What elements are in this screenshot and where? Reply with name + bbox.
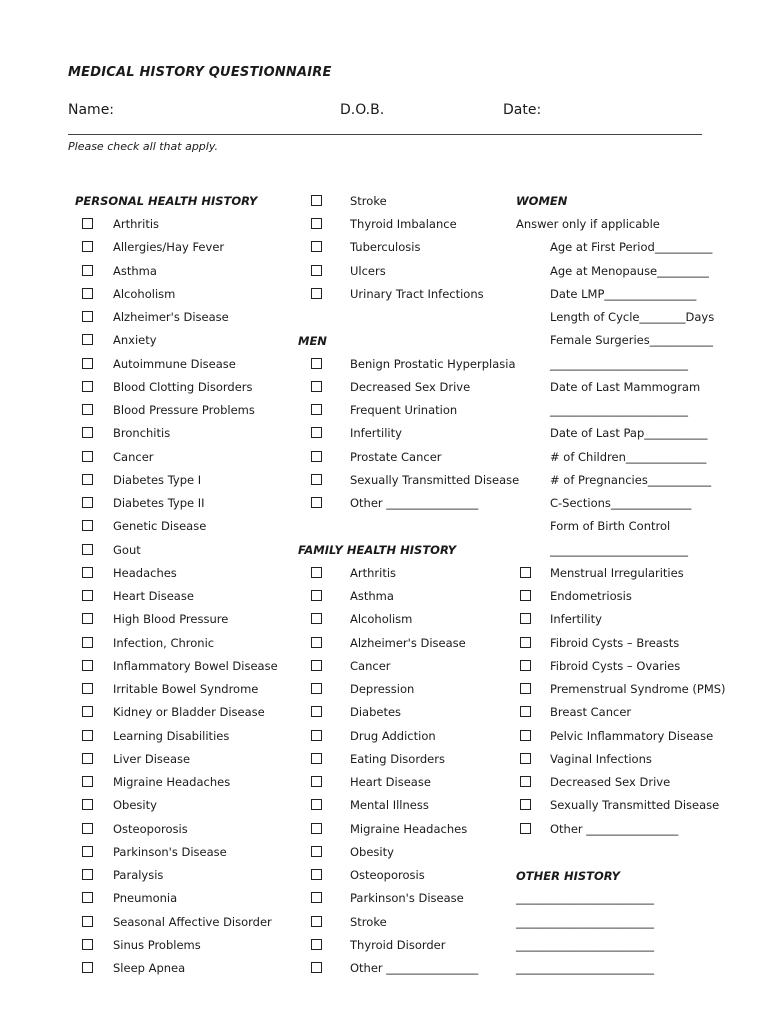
personal-item-checkbox[interactable] [82, 334, 93, 345]
personal-item-checkbox[interactable] [82, 451, 93, 462]
personal-item-label: Tuberculosis [350, 240, 421, 255]
women-item-label: Vaginal Infections [550, 751, 652, 766]
personal-item-label: Heart Disease [113, 589, 194, 603]
personal-item-label: Thyroid Imbalance [350, 217, 457, 231]
personal-item-label: Kidney or Bladder Disease [113, 705, 265, 720]
family-item-checkbox[interactable] [311, 567, 322, 578]
form-title: MEDICAL HISTORY QUESTIONNAIRE [68, 65, 332, 80]
personal-item-checkbox[interactable] [82, 799, 93, 810]
men-item-checkbox[interactable] [311, 451, 322, 462]
personal-item-label: Irritable Bowel Syndrome [113, 682, 259, 696]
personal-history-heading: PERSONAL HEALTH HISTORY [75, 194, 258, 208]
women-item-label: Sexually Transmitted Disease [550, 798, 720, 813]
personal-item-label: Parkinson's Disease [113, 844, 227, 859]
personal-item-label: Pneumonia [113, 891, 178, 906]
women-field[interactable]: Age at First Period__________ [550, 240, 713, 255]
personal-item-label: Infection, Chronic [113, 635, 215, 650]
family-item-label: Osteoporosis [350, 868, 425, 882]
women-field[interactable]: ________________________ [550, 403, 688, 417]
personal-item-label: Diabetes Type I [113, 472, 202, 487]
other-history-line[interactable]: ________________________ [516, 891, 654, 906]
women-item-label: Endometriosis [550, 589, 632, 603]
personal-item-checkbox[interactable] [82, 288, 93, 299]
name-label: Name: [68, 102, 115, 118]
women-item-checkbox[interactable] [520, 613, 531, 624]
personal-item-checkbox[interactable] [82, 846, 93, 857]
personal-item-checkbox[interactable] [311, 288, 322, 299]
men-item-label: Frequent Urination [350, 403, 458, 417]
women-item-checkbox[interactable] [520, 706, 531, 717]
instruction-text: Please check all that apply. [68, 140, 218, 153]
personal-item-label: Sleep Apnea [113, 961, 186, 975]
family-item-checkbox[interactable] [311, 637, 322, 648]
women-field[interactable]: ________________________ [550, 542, 688, 557]
men-item-checkbox[interactable] [311, 404, 322, 415]
women-item-checkbox[interactable] [520, 753, 531, 764]
women-item-label: Menstrual Irregularities [550, 565, 684, 580]
personal-item-checkbox[interactable] [82, 427, 93, 438]
personal-item-checkbox[interactable] [82, 265, 93, 276]
women-item-checkbox[interactable] [520, 730, 531, 741]
family-item-checkbox[interactable] [311, 590, 322, 601]
women-field[interactable]: Female Surgeries___________ [550, 333, 713, 348]
family-item-label: Cancer [350, 658, 391, 673]
family-item-label: Stroke [350, 914, 387, 929]
family-item-checkbox[interactable] [311, 799, 322, 810]
women-item-checkbox[interactable] [520, 799, 531, 810]
women-field[interactable]: Date LMP________________ [550, 286, 697, 301]
personal-item-checkbox[interactable] [82, 497, 93, 508]
men-item-checkbox[interactable] [311, 427, 322, 438]
personal-item-label: Diabetes Type II [113, 496, 205, 510]
family-item-label: Thyroid Disorder [350, 937, 446, 952]
family-item-checkbox[interactable] [311, 892, 322, 903]
personal-item-checkbox[interactable] [82, 358, 93, 369]
family-item-checkbox[interactable] [311, 823, 322, 834]
family-item-label: Arthritis [350, 565, 397, 580]
women-item-checkbox[interactable] [520, 567, 531, 578]
personal-item-label: Asthma [113, 263, 157, 278]
women-item-checkbox[interactable] [520, 683, 531, 694]
other-history-heading: OTHER HISTORY [516, 869, 620, 883]
family-item-checkbox[interactable] [311, 962, 322, 973]
family-item-checkbox[interactable] [311, 683, 322, 694]
women-heading: WOMEN [516, 194, 568, 208]
personal-item-checkbox[interactable] [82, 218, 93, 229]
family-item-label: Other ________________ [350, 961, 479, 975]
personal-item-label: Arthritis [113, 217, 160, 231]
personal-item-label: Paralysis [113, 868, 164, 882]
personal-item-label: Alcoholism [113, 286, 176, 301]
women-field[interactable]: Form of Birth Control [550, 519, 671, 534]
women-item-label: Breast Cancer [550, 705, 632, 720]
family-item-checkbox[interactable] [311, 846, 322, 857]
personal-item-checkbox[interactable] [82, 520, 93, 531]
personal-item-checkbox[interactable] [82, 706, 93, 717]
personal-item-label: Allergies/Hay Fever [113, 240, 225, 255]
personal-item-label: Gout [113, 542, 141, 557]
men-item-checkbox[interactable] [311, 358, 322, 369]
personal-item-label: Headaches [113, 565, 177, 580]
family-item-checkbox[interactable] [311, 613, 322, 624]
women-field[interactable]: # of Children______________ [550, 449, 707, 464]
personal-item-label: Urinary Tract Infections [350, 286, 484, 301]
header-rule [68, 134, 702, 135]
family-item-label: Eating Disorders [350, 751, 445, 766]
men-item-label: Other ________________ [350, 496, 479, 510]
men-item-label: Decreased Sex Drive [350, 379, 471, 394]
family-item-checkbox[interactable] [311, 869, 322, 880]
personal-item-checkbox[interactable] [82, 660, 93, 671]
personal-item-checkbox[interactable] [82, 404, 93, 415]
personal-item-label: Seasonal Affective Disorder [113, 914, 272, 929]
date-label: Date: [503, 102, 542, 118]
personal-item-label: Bronchitis [113, 426, 171, 441]
family-item-label: Obesity [350, 844, 394, 859]
family-item-checkbox[interactable] [311, 776, 322, 787]
family-item-checkbox[interactable] [311, 730, 322, 741]
women-item-checkbox[interactable] [520, 823, 531, 834]
personal-item-label: High Blood Pressure [113, 612, 229, 627]
men-item-checkbox[interactable] [311, 381, 322, 392]
family-history-heading: FAMILY HEALTH HISTORY [298, 543, 457, 557]
men-item-label: Infertility [350, 426, 402, 441]
women-item-label: Pelvic Inflammatory Disease [550, 728, 714, 743]
men-heading: MEN [298, 334, 327, 348]
family-item-checkbox[interactable] [311, 916, 322, 927]
other-history-line[interactable]: ________________________ [516, 937, 654, 952]
family-item-checkbox[interactable] [311, 753, 322, 764]
family-item-label: Heart Disease [350, 775, 431, 789]
personal-item-label: Alzheimer's Disease [113, 310, 229, 324]
men-item-checkbox[interactable] [311, 497, 322, 508]
personal-item-label: Blood Clotting Disorders [113, 379, 253, 394]
personal-item-label: Migraine Headaches [113, 775, 231, 789]
women-item-checkbox[interactable] [520, 590, 531, 601]
personal-item-checkbox[interactable] [82, 776, 93, 787]
personal-item-label: Anxiety [113, 333, 157, 348]
personal-item-checkbox[interactable] [82, 567, 93, 578]
family-item-label: Mental Illness [350, 798, 429, 813]
women-item-checkbox[interactable] [520, 637, 531, 648]
family-item-checkbox[interactable] [311, 706, 322, 717]
personal-item-checkbox[interactable] [82, 892, 93, 903]
personal-item-checkbox[interactable] [82, 916, 93, 927]
family-item-label: Parkinson's Disease [350, 891, 464, 906]
women-field[interactable]: Date of Last Mammogram [550, 379, 701, 394]
personal-item-checkbox[interactable] [311, 218, 322, 229]
personal-item-checkbox[interactable] [82, 962, 93, 973]
personal-item-checkbox[interactable] [311, 241, 322, 252]
personal-item-label: Obesity [113, 798, 157, 813]
personal-item-checkbox[interactable] [82, 637, 93, 648]
women-item-label: Premenstrual Syndrome (PMS) [550, 682, 726, 696]
women-item-checkbox[interactable] [520, 660, 531, 671]
personal-item-label: Cancer [113, 449, 154, 464]
personal-item-label: Blood Pressure Problems [113, 403, 255, 417]
women-note: Answer only if applicable [516, 217, 660, 231]
personal-item-label: Inflammatory Bowel Disease [113, 658, 278, 673]
personal-item-checkbox[interactable] [82, 544, 93, 555]
personal-item-checkbox[interactable] [82, 613, 93, 624]
men-item-checkbox[interactable] [311, 474, 322, 485]
women-item-label: Infertility [550, 612, 602, 627]
personal-item-checkbox[interactable] [311, 195, 322, 206]
personal-item-checkbox[interactable] [82, 683, 93, 694]
women-field[interactable]: Date of Last Pap___________ [550, 426, 708, 441]
other-history-line[interactable]: ________________________ [516, 914, 654, 929]
personal-item-checkbox[interactable] [82, 311, 93, 322]
personal-item-label: Genetic Disease [113, 519, 207, 534]
personal-item-checkbox[interactable] [82, 381, 93, 392]
women-field[interactable]: Length of Cycle________Days [550, 310, 715, 324]
personal-item-checkbox[interactable] [82, 753, 93, 764]
women-field[interactable]: # of Pregnancies___________ [550, 472, 712, 487]
women-field[interactable]: ________________________ [550, 356, 688, 371]
women-item-label: Decreased Sex Drive [550, 775, 671, 789]
personal-item-checkbox[interactable] [82, 474, 93, 485]
personal-item-checkbox[interactable] [311, 265, 322, 276]
personal-item-label: Sinus Problems [113, 937, 201, 952]
personal-item-checkbox[interactable] [82, 823, 93, 834]
family-item-checkbox[interactable] [311, 660, 322, 671]
personal-item-checkbox[interactable] [82, 869, 93, 880]
women-field[interactable]: C-Sections______________ [550, 496, 692, 510]
personal-item-checkbox[interactable] [82, 730, 93, 741]
family-item-label: Drug Addiction [350, 728, 436, 743]
personal-item-label: Learning Disabilities [113, 728, 230, 743]
dob-label: D.O.B. [340, 102, 385, 118]
family-item-label: Diabetes [350, 705, 402, 720]
personal-item-checkbox[interactable] [82, 590, 93, 601]
personal-item-label: Autoimmune Disease [113, 356, 236, 371]
women-item-label: Fibroid Cysts – Ovaries [550, 658, 681, 673]
women-field[interactable]: Age at Menopause_________ [550, 263, 709, 278]
personal-item-label: Stroke [350, 193, 387, 208]
women-item-label: Other ________________ [550, 821, 679, 836]
men-item-label: Benign Prostatic Hyperplasia [350, 356, 516, 371]
men-item-label: Sexually Transmitted Disease [350, 472, 520, 487]
family-item-label: Depression [350, 682, 415, 696]
family-item-label: Asthma [350, 589, 394, 603]
men-item-label: Prostate Cancer [350, 449, 442, 464]
women-item-checkbox[interactable] [520, 776, 531, 787]
family-item-label: Alcoholism [350, 612, 413, 627]
other-history-line[interactable]: ________________________ [516, 961, 654, 975]
family-item-label: Migraine Headaches [350, 821, 468, 836]
personal-item-label: Liver Disease [113, 751, 191, 766]
personal-item-checkbox[interactable] [82, 939, 93, 950]
personal-item-checkbox[interactable] [82, 241, 93, 252]
family-item-checkbox[interactable] [311, 939, 322, 950]
personal-item-label: Ulcers [350, 263, 386, 278]
women-item-label: Fibroid Cysts – Breasts [550, 635, 680, 650]
personal-item-label: Osteoporosis [113, 821, 188, 836]
family-item-label: Alzheimer's Disease [350, 635, 466, 650]
